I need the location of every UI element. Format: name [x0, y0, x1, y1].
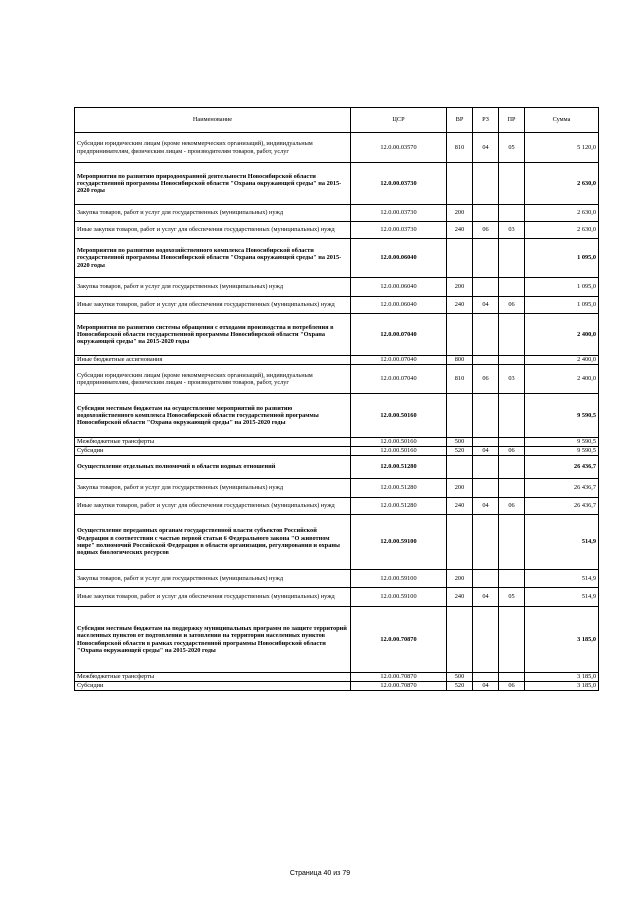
cell-rz [473, 394, 499, 438]
cell-pr [499, 438, 525, 447]
cell-csr: 12.0.00.59100 [351, 570, 447, 588]
cell-name: Иные закупки товаров, работ и услуг для обеспечения государственных (муниципальных) нужд [75, 297, 351, 314]
cell-pr: 06 [499, 297, 525, 314]
table-row [75, 314, 599, 356]
cell-sum: 3 185,0 [525, 673, 599, 682]
cell-name: Осуществление отдельных полномочий в области водных отношений [75, 456, 351, 479]
cell-pr [499, 479, 525, 498]
cell-pr [499, 456, 525, 479]
cell-vr: 800 [447, 356, 473, 365]
cell-rz: 04 [473, 588, 499, 607]
table-row [75, 456, 599, 479]
cell-sum: 5 120,0 [525, 133, 599, 163]
cell-csr: 12.0.00.50160 [351, 447, 447, 456]
table-row [75, 205, 599, 222]
cell-csr: 12.0.00.06040 [351, 239, 447, 278]
cell-rz: 04 [473, 447, 499, 456]
cell-vr [447, 515, 473, 570]
cell-csr: 12.0.00.03730 [351, 205, 447, 222]
cell-rz: 04 [473, 498, 499, 515]
cell-name: Закупка товаров, работ и услуг для государственных (муниципальных) нужд [75, 278, 351, 297]
cell-sum: 3 185,0 [525, 682, 599, 691]
cell-name: Межбюджетные трансферты [75, 438, 351, 447]
cell-name: Иные закупки товаров, работ и услуг для обеспечения государственных (муниципальных) нужд [75, 498, 351, 515]
cell-pr: 06 [499, 447, 525, 456]
cell-rz [473, 570, 499, 588]
table-row [75, 498, 599, 515]
cell-name: Закупка товаров, работ и услуг для государственных (муниципальных) нужд [75, 570, 351, 588]
cell-rz [473, 438, 499, 447]
cell-sum: 514,9 [525, 588, 599, 607]
cell-sum: 9 590,5 [525, 447, 599, 456]
table-header-row [75, 108, 599, 133]
cell-rz [473, 278, 499, 297]
cell-sum: 26 436,7 [525, 456, 599, 479]
cell-csr: 12.0.00.07040 [351, 314, 447, 356]
header-rz: РЗ [473, 108, 499, 133]
cell-pr [499, 394, 525, 438]
cell-pr [499, 278, 525, 297]
header-sum: Сумма [525, 108, 599, 133]
cell-csr: 12.0.00.51280 [351, 456, 447, 479]
cell-rz [473, 607, 499, 673]
cell-sum: 2 630,0 [525, 222, 599, 239]
table-row [75, 356, 599, 365]
cell-rz [473, 479, 499, 498]
cell-rz [473, 673, 499, 682]
cell-vr: 810 [447, 133, 473, 163]
cell-pr [499, 163, 525, 205]
cell-pr: 05 [499, 588, 525, 607]
cell-sum: 3 185,0 [525, 607, 599, 673]
table-row [75, 365, 599, 394]
cell-name: Иные закупки товаров, работ и услуг для обеспечения государственных (муниципальных) нужд [75, 588, 351, 607]
table-body [75, 133, 599, 691]
cell-csr: 12.0.00.50160 [351, 438, 447, 447]
cell-vr [447, 314, 473, 356]
table-row [75, 163, 599, 205]
cell-rz: 04 [473, 682, 499, 691]
cell-pr [499, 570, 525, 588]
cell-rz [473, 205, 499, 222]
cell-vr: 500 [447, 673, 473, 682]
table-row [75, 570, 599, 588]
cell-rz [473, 356, 499, 365]
cell-rz [473, 239, 499, 278]
cell-rz [473, 163, 499, 205]
cell-rz [473, 515, 499, 570]
cell-name: Субсидии местным бюджетам на поддержку муниципальных программ по защите территорий населенных пунктов от подтопления и затопления на территории населенных пунктов Новосибирской области в рамках государственной программы Новосибирской области "Охрана окружающей среды" на 2015-2020 годы [75, 607, 351, 673]
cell-pr: 03 [499, 222, 525, 239]
cell-vr: 810 [447, 365, 473, 394]
cell-sum: 9 590,5 [525, 438, 599, 447]
table-row [75, 515, 599, 570]
cell-csr: 12.0.00.59100 [351, 588, 447, 607]
cell-sum: 2 400,0 [525, 314, 599, 356]
cell-pr: 03 [499, 365, 525, 394]
header-csr: ЦСР [351, 108, 447, 133]
cell-name: Субсидии [75, 447, 351, 456]
cell-name: Закупка товаров, работ и услуг для государственных (муниципальных) нужд [75, 205, 351, 222]
cell-sum: 2 630,0 [525, 163, 599, 205]
cell-csr: 12.0.00.03570 [351, 133, 447, 163]
cell-csr: 12.0.00.06040 [351, 278, 447, 297]
cell-name: Осуществление переданных органам государственной власти субъектов Российской Федерации в соответствии с частью первой статьи 6 Федерального закона "О животном мире" полномочий Российской Федерации в области организации, регулирования и охраны водных биологических ресурсов [75, 515, 351, 570]
cell-rz [473, 456, 499, 479]
cell-vr: 520 [447, 447, 473, 456]
cell-csr: 12.0.00.70870 [351, 607, 447, 673]
cell-vr [447, 163, 473, 205]
table-row [75, 438, 599, 447]
cell-csr: 12.0.00.50160 [351, 394, 447, 438]
cell-name: Субсидии местным бюджетам на осуществление мероприятий по развитию водохозяйственного комплекса Новосибирской области государственной программы Новосибирской области "Охрана окружающей среды" на 2015-2020 годы [75, 394, 351, 438]
cell-vr: 200 [447, 570, 473, 588]
header-name: Наименование [75, 108, 351, 133]
cell-pr [499, 205, 525, 222]
cell-pr: 06 [499, 682, 525, 691]
cell-vr: 240 [447, 297, 473, 314]
cell-pr [499, 239, 525, 278]
cell-csr: 12.0.00.07040 [351, 356, 447, 365]
cell-name: Мероприятия по развитию водохозяйственного комплекса Новосибирской области государственной программы Новосибирской области "Охрана окружающей среды" на 2015-2020 годы [75, 239, 351, 278]
cell-csr: 12.0.00.70870 [351, 682, 447, 691]
table-row [75, 682, 599, 691]
table-row [75, 222, 599, 239]
cell-name: Мероприятия по развитию системы обращения с отходами производства и потребления в Новосибирской области государственной программы Новосибирской области "Охрана окружающей среды" на 2015-2020 годы [75, 314, 351, 356]
cell-sum: 2 400,0 [525, 365, 599, 394]
cell-rz: 06 [473, 365, 499, 394]
cell-vr: 240 [447, 588, 473, 607]
header-pr: ПР [499, 108, 525, 133]
table-row [75, 607, 599, 673]
table-row [75, 673, 599, 682]
cell-name: Иные бюджетные ассигнования [75, 356, 351, 365]
cell-pr [499, 314, 525, 356]
cell-sum: 514,9 [525, 570, 599, 588]
cell-name: Субсидии [75, 682, 351, 691]
cell-sum: 2 400,0 [525, 356, 599, 365]
cell-pr [499, 356, 525, 365]
cell-vr: 200 [447, 479, 473, 498]
cell-name: Субсидии юридическим лицам (кроме некоммерческих организаций), индивидуальным предпринимателям, физическим лицам - производителям товаров, работ, услуг [75, 133, 351, 163]
cell-rz: 06 [473, 222, 499, 239]
cell-vr [447, 239, 473, 278]
cell-csr: 12.0.00.03730 [351, 222, 447, 239]
cell-sum: 2 630,0 [525, 205, 599, 222]
cell-rz: 04 [473, 297, 499, 314]
cell-vr [447, 456, 473, 479]
cell-csr: 12.0.00.03730 [351, 163, 447, 205]
cell-pr [499, 607, 525, 673]
table-row [75, 133, 599, 163]
cell-sum: 1 095,0 [525, 297, 599, 314]
cell-rz [473, 314, 499, 356]
cell-pr: 05 [499, 133, 525, 163]
cell-pr [499, 673, 525, 682]
cell-vr: 500 [447, 438, 473, 447]
cell-vr [447, 607, 473, 673]
cell-csr: 12.0.00.51280 [351, 498, 447, 515]
cell-pr [499, 515, 525, 570]
cell-name: Субсидии юридическим лицам (кроме некоммерческих организаций), индивидуальным предпринимателям, физическим лицам - производителям товаров, работ, услуг [75, 365, 351, 394]
table-row [75, 278, 599, 297]
cell-sum: 1 095,0 [525, 239, 599, 278]
cell-csr: 12.0.00.51280 [351, 479, 447, 498]
cell-rz: 04 [473, 133, 499, 163]
cell-csr: 12.0.00.07040 [351, 365, 447, 394]
cell-vr: 240 [447, 222, 473, 239]
cell-vr: 520 [447, 682, 473, 691]
cell-csr: 12.0.00.59100 [351, 515, 447, 570]
cell-sum: 26 436,7 [525, 479, 599, 498]
budget-table [74, 107, 599, 691]
table-row [75, 447, 599, 456]
header-vr: ВР [447, 108, 473, 133]
cell-name: Закупка товаров, работ и услуг для государственных (муниципальных) нужд [75, 479, 351, 498]
cell-vr: 200 [447, 205, 473, 222]
table-row [75, 588, 599, 607]
cell-vr: 200 [447, 278, 473, 297]
table-row [75, 297, 599, 314]
table-row [75, 239, 599, 278]
cell-name: Иные закупки товаров, работ и услуг для обеспечения государственных (муниципальных) нужд [75, 222, 351, 239]
cell-csr: 12.0.00.70870 [351, 673, 447, 682]
cell-csr: 12.0.00.06040 [351, 297, 447, 314]
cell-sum: 26 436,7 [525, 498, 599, 515]
cell-vr [447, 394, 473, 438]
cell-sum: 514,9 [525, 515, 599, 570]
table-row [75, 479, 599, 498]
table-row [75, 394, 599, 438]
cell-vr: 240 [447, 498, 473, 515]
cell-sum: 1 095,0 [525, 278, 599, 297]
cell-name: Мероприятия по развитию природоохранной деятельности Новосибирской области государственной программы Новосибирской области "Охрана окружающей среды" на 2015-2020 годы [75, 163, 351, 205]
cell-name: Межбюджетные трансферты [75, 673, 351, 682]
page-number: Страница 40 из 79 [289, 870, 351, 877]
cell-sum: 9 590,5 [525, 394, 599, 438]
cell-pr: 06 [499, 498, 525, 515]
